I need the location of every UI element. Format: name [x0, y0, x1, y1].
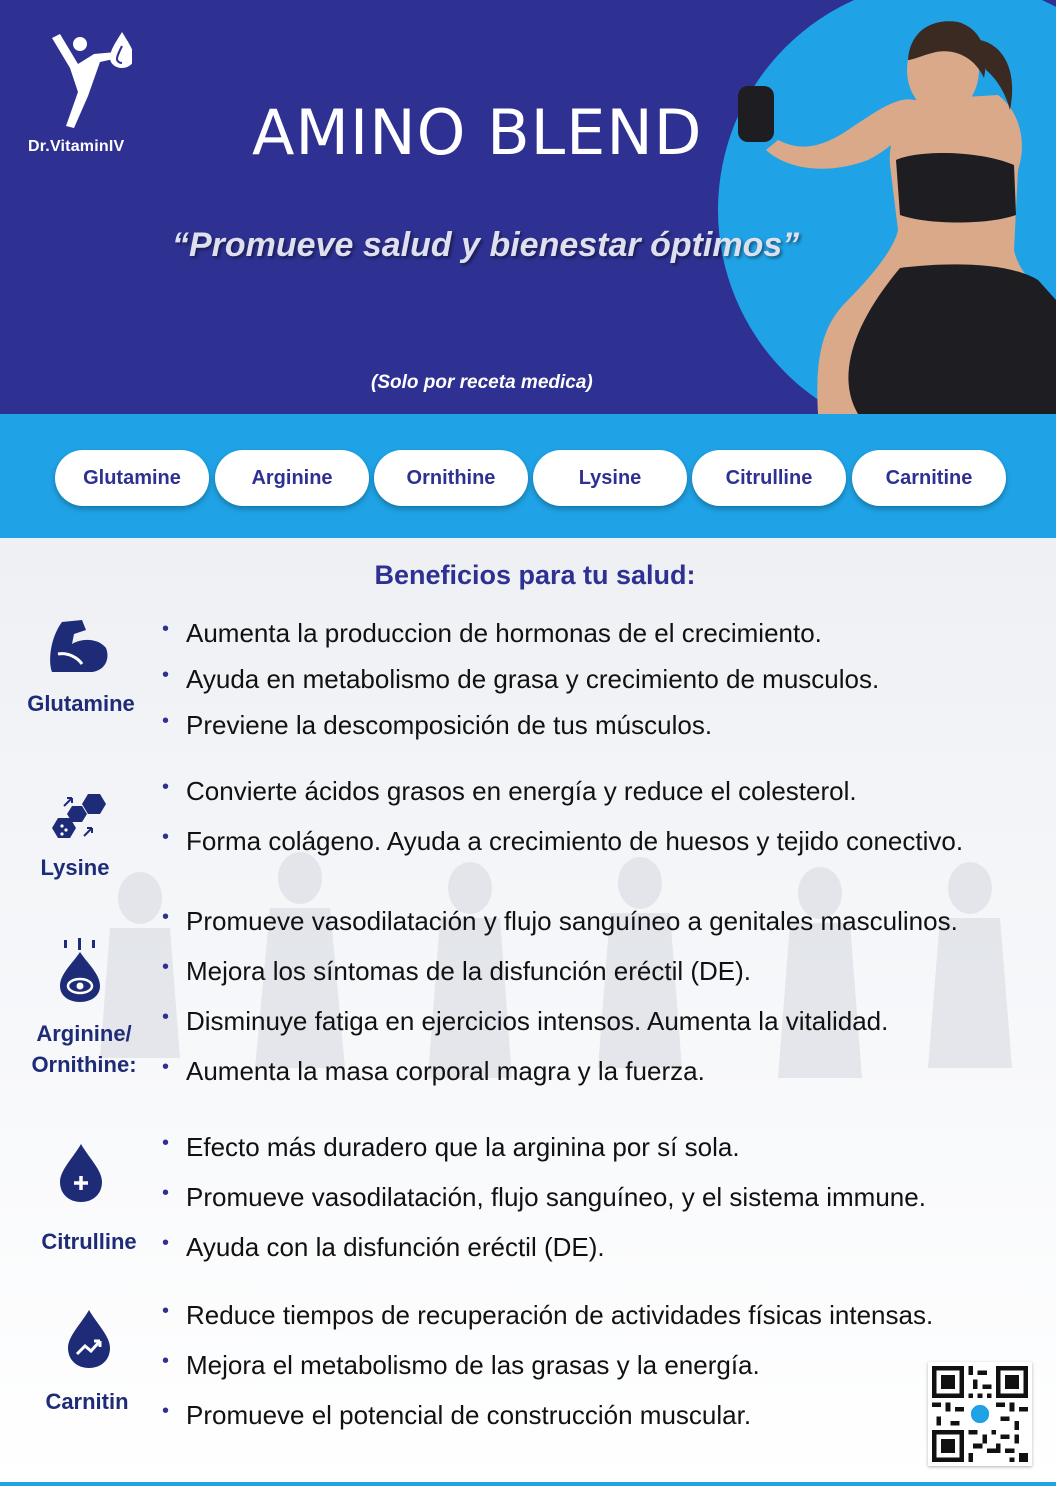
benefit-item: • Mejora los síntomas de la disfunción eréctil (DE).: [162, 956, 958, 1006]
group-label-arginine-ornithine: Arginine/ Ornithine:: [31, 1021, 137, 1077]
group-label-lysine: Lysine: [40, 855, 110, 880]
benefit-item: • Efecto más duradero que la arginina por sí sola.: [162, 1132, 926, 1182]
drop-plus-icon: [56, 1142, 106, 1204]
benefits-section: [0, 538, 1056, 1486]
prescription-note: (Solo por receta medica): [371, 372, 593, 393]
benefit-list-lysine: [162, 776, 963, 876]
flexed-arm-icon: [48, 618, 110, 674]
benefit-item: • Reduce tiempos de recuperación de actividades físicas intensas.: [162, 1300, 933, 1350]
benefit-list-glutamine: [162, 618, 879, 756]
tagline: “Promueve salud y bienestar óptimos”: [172, 226, 800, 264]
benefits-title: Beneficios para tu salud:: [374, 560, 696, 590]
bottom-accent-line: [0, 1482, 1056, 1486]
benefit-item: • Mejora el metabolismo de las grasas y la energía.: [162, 1350, 933, 1400]
group-label-carnitin: Carnitin: [45, 1389, 129, 1414]
benefit-item: • Promueve vasodilatación y flujo sanguíneo a genitales masculinos.: [162, 906, 958, 956]
group-label-citrulline: Citrulline: [41, 1229, 137, 1254]
group-label-glutamine: Glutamine: [27, 691, 135, 716]
benefit-item: • Previene la descomposición de tus músculos.: [162, 710, 879, 756]
benefit-item: • Aumenta la produccion de hormonas de el crecimiento.: [162, 618, 879, 664]
benefit-list-arginine-ornithine: [162, 906, 958, 1106]
molecules-icon: [50, 792, 108, 842]
drop-eye-icon: [54, 938, 106, 1004]
benefit-item: • Ayuda en metabolismo de grasa y crecimiento de musculos.: [162, 664, 879, 710]
drop-trend-icon: [64, 1308, 114, 1370]
header-banner: [0, 0, 1056, 414]
ingredient-pill-arginine: Arginine: [215, 450, 369, 506]
benefit-list-carnitin: [162, 1300, 933, 1450]
ingredient-pill-glutamine: Glutamine: [55, 450, 209, 506]
benefit-list-citrulline: [162, 1132, 926, 1282]
ingredients-band: [0, 414, 1056, 538]
benefit-item: • Disminuye fatiga en ejercicios intensos. Aumenta la vitalidad.: [162, 1006, 958, 1056]
product-title: AMINO BLEND: [252, 96, 703, 169]
qr-code-icon[interactable]: [928, 1362, 1032, 1466]
runner-drop-icon: [48, 30, 132, 130]
benefit-item: • Convierte ácidos grasos en energía y reduce el colesterol.: [162, 776, 963, 826]
ingredient-pill-lysine: Lysine: [533, 450, 687, 506]
benefit-item: • Aumenta la masa corporal magra y la fuerza.: [162, 1056, 958, 1106]
brand-name: Dr.VitaminIV: [28, 138, 125, 155]
ingredient-pill-ornithine: Ornithine: [374, 450, 528, 506]
benefit-item: • Promueve el potencial de construcción muscular.: [162, 1400, 933, 1450]
benefit-item: • Forma colágeno. Ayuda a crecimiento de huesos y tejido conectivo.: [162, 826, 963, 876]
brand-logo: [22, 30, 162, 160]
ingredient-pill-citrulline: Citrulline: [692, 450, 846, 506]
benefit-item: • Ayuda con la disfunción eréctil (DE).: [162, 1232, 926, 1282]
benefit-item: • Promueve vasodilatación, flujo sanguíneo, y el sistema immune.: [162, 1182, 926, 1232]
athlete-image: [718, 0, 1056, 414]
ingredient-pill-carnitine: Carnitine: [852, 450, 1006, 506]
